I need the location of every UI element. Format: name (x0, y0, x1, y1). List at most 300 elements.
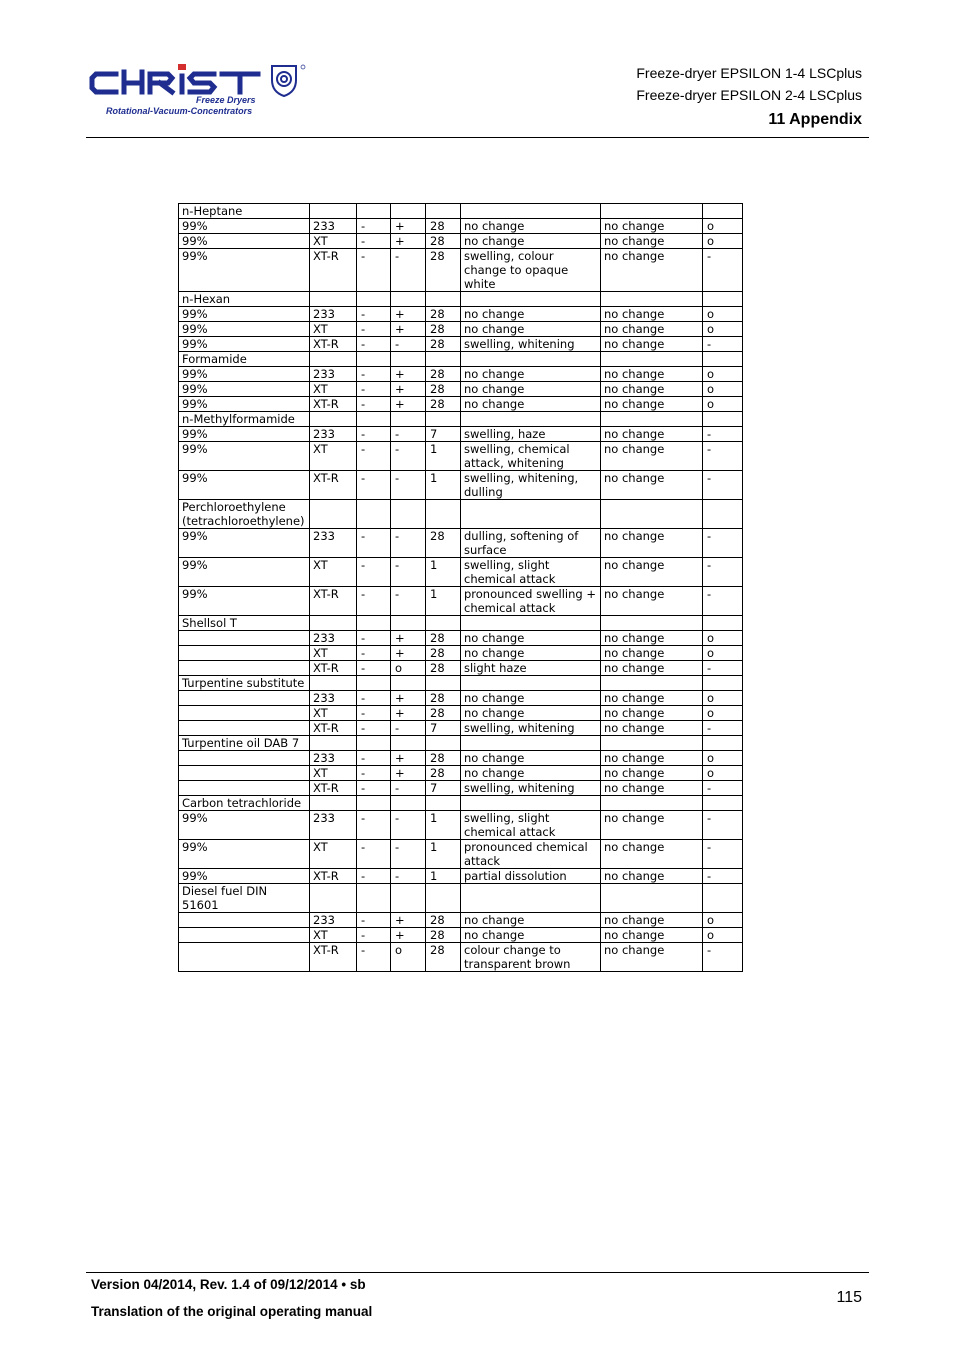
table-cell (310, 796, 357, 811)
table-cell: - (391, 427, 426, 442)
table-cell: no change (601, 337, 703, 352)
table-cell: no change (601, 943, 703, 972)
table-cell: - (357, 943, 391, 972)
table-row (179, 840, 743, 869)
table-cell: 99% (179, 587, 310, 616)
table-cell (703, 676, 743, 691)
table-cell: swelling, colour change to opaque white (461, 249, 601, 292)
table-cell: + (391, 307, 426, 322)
table-cell (357, 736, 391, 751)
table-cell (357, 412, 391, 427)
table-cell: - (357, 558, 391, 587)
translation-note: Translation of the original operating manual (91, 1304, 373, 1319)
table-cell: - (703, 811, 743, 840)
table-cell: XT (310, 234, 357, 249)
table-cell (310, 412, 357, 427)
table-cell: - (391, 529, 426, 558)
table-cell: 28 (426, 631, 461, 646)
table-cell: - (391, 442, 426, 471)
table-cell: - (357, 646, 391, 661)
table-cell (461, 412, 601, 427)
table-cell: XT (310, 382, 357, 397)
table-cell: + (391, 322, 426, 337)
table-cell: - (357, 691, 391, 706)
table-cell (461, 292, 601, 307)
table-cell (461, 676, 601, 691)
table-cell: - (391, 558, 426, 587)
table-cell: 99% (179, 811, 310, 840)
table-cell: o (703, 322, 743, 337)
table-cell: 7 (426, 427, 461, 442)
table-cell (461, 500, 601, 529)
table-cell: o (391, 943, 426, 972)
table-row (179, 676, 743, 691)
table-cell: 233 (310, 751, 357, 766)
table-cell: Formamide (179, 352, 310, 367)
table-cell: swelling, slight chemical attack (461, 558, 601, 587)
table-cell (461, 204, 601, 219)
table-cell: - (703, 661, 743, 676)
table-cell: - (357, 234, 391, 249)
table-cell (461, 352, 601, 367)
table-cell: - (391, 840, 426, 869)
table-row (179, 500, 743, 529)
table-cell: - (357, 661, 391, 676)
table-cell: 99% (179, 840, 310, 869)
table-cell (703, 204, 743, 219)
table-cell: o (703, 631, 743, 646)
table-row (179, 796, 743, 811)
table-cell: - (391, 781, 426, 796)
version-info: Version 04/2014, Rev. 1.4 of 09/12/2014 • sb (91, 1277, 366, 1292)
table-cell: XT (310, 558, 357, 587)
table-cell (426, 676, 461, 691)
table-cell (310, 204, 357, 219)
table-cell: no change (601, 928, 703, 943)
table-cell (179, 646, 310, 661)
table-cell (703, 412, 743, 427)
table-cell: - (357, 587, 391, 616)
table-cell: - (357, 869, 391, 884)
table-cell (179, 691, 310, 706)
table-cell: + (391, 631, 426, 646)
table-cell (426, 884, 461, 913)
table-cell: XT-R (310, 397, 357, 412)
table-cell: XT-R (310, 337, 357, 352)
table-cell: o (703, 928, 743, 943)
table-cell: 99% (179, 427, 310, 442)
table-cell: - (357, 397, 391, 412)
table-cell (310, 500, 357, 529)
table-cell: 7 (426, 721, 461, 736)
table-row (179, 204, 743, 219)
table-cell: no change (601, 913, 703, 928)
table-cell: no change (601, 427, 703, 442)
table-row (179, 558, 743, 587)
table-cell: XT (310, 646, 357, 661)
table-cell (357, 676, 391, 691)
table-cell: 28 (426, 337, 461, 352)
table-cell: o (703, 706, 743, 721)
table-cell: no change (601, 721, 703, 736)
table-cell: 28 (426, 234, 461, 249)
table-cell: no change (601, 840, 703, 869)
table-cell: - (357, 471, 391, 500)
table-cell: pronounced swelling + chemical attack (461, 587, 601, 616)
model-line-1: Freeze-dryer EPSILON 1-4 LSCplus (636, 65, 862, 81)
table-cell: - (703, 529, 743, 558)
table-cell: 28 (426, 691, 461, 706)
table-cell (391, 796, 426, 811)
table-cell: 233 (310, 367, 357, 382)
header-divider (86, 137, 869, 138)
table-cell: no change (601, 471, 703, 500)
table-row (179, 412, 743, 427)
table-row (179, 928, 743, 943)
table-cell: - (391, 337, 426, 352)
table-cell (357, 292, 391, 307)
table-cell: 99% (179, 869, 310, 884)
table-cell: o (703, 397, 743, 412)
table-cell (461, 884, 601, 913)
table-cell: - (703, 721, 743, 736)
table-cell: n-Methylformamide (179, 412, 310, 427)
table-row (179, 442, 743, 471)
table-cell: 99% (179, 234, 310, 249)
table-cell (461, 616, 601, 631)
table-cell: no change (601, 766, 703, 781)
table-cell: o (703, 367, 743, 382)
table-cell: - (391, 869, 426, 884)
table-row (179, 736, 743, 751)
table-cell: + (391, 397, 426, 412)
table-cell: swelling, whitening (461, 781, 601, 796)
table-cell: no change (461, 234, 601, 249)
table-row (179, 307, 743, 322)
table-cell (391, 736, 426, 751)
table-row (179, 631, 743, 646)
table-cell: no change (601, 631, 703, 646)
table-cell: - (357, 840, 391, 869)
table-cell: - (391, 471, 426, 500)
table-cell: o (703, 646, 743, 661)
model-line-2: Freeze-dryer EPSILON 2-4 LSCplus (636, 87, 862, 103)
table-cell: XT-R (310, 587, 357, 616)
table-row (179, 766, 743, 781)
table-cell (426, 736, 461, 751)
table-cell (601, 796, 703, 811)
table-row (179, 427, 743, 442)
table-cell: no change (601, 706, 703, 721)
table-cell (426, 292, 461, 307)
table-cell: 1 (426, 840, 461, 869)
table-cell: - (357, 751, 391, 766)
table-row (179, 751, 743, 766)
table-cell (391, 676, 426, 691)
table-cell: - (357, 367, 391, 382)
table-cell: - (357, 811, 391, 840)
table-cell (703, 292, 743, 307)
table-row (179, 884, 743, 913)
table-cell: + (391, 928, 426, 943)
table-cell: o (703, 766, 743, 781)
footer-info (91, 1276, 372, 1321)
table-cell: Shellsol T (179, 616, 310, 631)
table-cell (426, 500, 461, 529)
table-cell (601, 676, 703, 691)
table-cell: no change (461, 706, 601, 721)
table-cell: 28 (426, 943, 461, 972)
table-cell: 99% (179, 337, 310, 352)
table-row (179, 721, 743, 736)
table-cell: no change (461, 307, 601, 322)
table-cell (391, 412, 426, 427)
table-cell: swelling, whitening (461, 721, 601, 736)
table-cell: 1 (426, 869, 461, 884)
table-cell: no change (601, 367, 703, 382)
table-cell: n-Hexan (179, 292, 310, 307)
table-cell: o (703, 691, 743, 706)
table-cell: XT-R (310, 869, 357, 884)
table-cell: o (703, 751, 743, 766)
table-cell (391, 292, 426, 307)
table-cell: - (357, 913, 391, 928)
table-row (179, 781, 743, 796)
table-row (179, 382, 743, 397)
table-cell: no change (601, 811, 703, 840)
table-cell: - (357, 721, 391, 736)
table-row (179, 661, 743, 676)
table-cell: - (391, 721, 426, 736)
table-cell: Diesel fuel DIN 51601 (179, 884, 310, 913)
table-cell: no change (461, 913, 601, 928)
table-cell: 28 (426, 751, 461, 766)
table-cell: - (391, 249, 426, 292)
table-cell: no change (601, 646, 703, 661)
page-number: 115 (836, 1289, 862, 1306)
table-cell: - (703, 442, 743, 471)
table-cell: XT-R (310, 249, 357, 292)
table-cell (601, 736, 703, 751)
table-row (179, 367, 743, 382)
table-cell: XT-R (310, 721, 357, 736)
table-cell: 233 (310, 529, 357, 558)
table-cell: 99% (179, 322, 310, 337)
table-cell: o (703, 219, 743, 234)
table-cell: no change (461, 766, 601, 781)
table-cell: 7 (426, 781, 461, 796)
table-cell (426, 412, 461, 427)
table-cell: XT (310, 766, 357, 781)
table-cell (601, 292, 703, 307)
table-cell: pronounced chemical attack (461, 840, 601, 869)
table-cell: + (391, 751, 426, 766)
table-cell: n-Heptane (179, 204, 310, 219)
table-cell (391, 204, 426, 219)
table-cell: no change (461, 646, 601, 661)
table-cell (703, 796, 743, 811)
table-cell: o (703, 913, 743, 928)
table-cell (461, 796, 601, 811)
table-cell: - (703, 558, 743, 587)
table-cell: no change (601, 587, 703, 616)
table-cell: no change (461, 751, 601, 766)
table-cell: colour change to transparent brown (461, 943, 601, 972)
table-cell: 99% (179, 397, 310, 412)
table-row (179, 471, 743, 500)
table-body (179, 204, 743, 972)
table-cell: + (391, 691, 426, 706)
table-cell: XT (310, 840, 357, 869)
table-cell: no change (601, 869, 703, 884)
table-cell: 28 (426, 367, 461, 382)
table-cell: - (357, 249, 391, 292)
table-cell: 28 (426, 219, 461, 234)
table-cell: XT (310, 706, 357, 721)
table-cell: 28 (426, 661, 461, 676)
table-cell: no change (461, 322, 601, 337)
table-cell: 99% (179, 307, 310, 322)
table-cell: 1 (426, 442, 461, 471)
table-cell: 28 (426, 249, 461, 292)
table-cell: no change (461, 397, 601, 412)
table-cell: 233 (310, 691, 357, 706)
table-cell: - (357, 928, 391, 943)
table-cell: no change (601, 219, 703, 234)
table-row (179, 322, 743, 337)
table-cell (310, 884, 357, 913)
table-cell: XT (310, 322, 357, 337)
table-cell: 99% (179, 249, 310, 292)
table-cell: no change (601, 234, 703, 249)
table-row (179, 337, 743, 352)
table-cell: + (391, 766, 426, 781)
table-cell (179, 943, 310, 972)
table-cell: o (703, 307, 743, 322)
table-cell: no change (601, 442, 703, 471)
table-cell: o (703, 234, 743, 249)
table-cell: - (703, 427, 743, 442)
table-cell: - (357, 337, 391, 352)
table-cell (179, 706, 310, 721)
table-cell: - (357, 382, 391, 397)
table-cell (601, 352, 703, 367)
table-cell: 28 (426, 529, 461, 558)
table-cell: Turpentine substitute (179, 676, 310, 691)
table-cell: 28 (426, 307, 461, 322)
table-cell: no change (601, 307, 703, 322)
table-cell: + (391, 367, 426, 382)
table-cell: + (391, 219, 426, 234)
table-cell: + (391, 646, 426, 661)
table-row (179, 706, 743, 721)
table-cell (426, 352, 461, 367)
table-cell: 28 (426, 928, 461, 943)
table-cell: 99% (179, 367, 310, 382)
table-cell: 233 (310, 219, 357, 234)
table-cell: - (357, 529, 391, 558)
table-cell: XT-R (310, 471, 357, 500)
table-cell (357, 616, 391, 631)
table-cell (703, 352, 743, 367)
table-cell: no change (461, 928, 601, 943)
table-cell: 1 (426, 811, 461, 840)
table-cell: - (357, 307, 391, 322)
table-cell: 99% (179, 219, 310, 234)
table-cell: 233 (310, 427, 357, 442)
table-cell: 1 (426, 587, 461, 616)
table-cell (426, 204, 461, 219)
table-cell: swelling, slight chemical attack (461, 811, 601, 840)
table-cell: swelling, whitening (461, 337, 601, 352)
chemical-resistance-table (178, 203, 743, 972)
table-row (179, 219, 743, 234)
header-titles (636, 62, 862, 129)
table-row (179, 352, 743, 367)
table-cell (426, 616, 461, 631)
table-cell (179, 631, 310, 646)
table-cell: - (357, 219, 391, 234)
table-cell: + (391, 234, 426, 249)
table-cell: 1 (426, 471, 461, 500)
table-cell: - (703, 587, 743, 616)
table-cell: - (703, 337, 743, 352)
table-cell: - (357, 631, 391, 646)
table-cell (310, 616, 357, 631)
table-cell (703, 500, 743, 529)
table-cell (357, 204, 391, 219)
table-cell: no change (601, 397, 703, 412)
table-cell: 28 (426, 397, 461, 412)
table-cell (310, 352, 357, 367)
table-cell: - (391, 811, 426, 840)
table-cell: 28 (426, 382, 461, 397)
table-cell: 99% (179, 529, 310, 558)
table-row (179, 913, 743, 928)
table-row (179, 811, 743, 840)
table-row (179, 646, 743, 661)
table-cell: 28 (426, 322, 461, 337)
table-cell: - (357, 427, 391, 442)
table-row (179, 397, 743, 412)
table-cell: no change (461, 631, 601, 646)
table-cell (391, 884, 426, 913)
table-cell: - (703, 781, 743, 796)
table-cell: - (357, 706, 391, 721)
table-cell: + (391, 913, 426, 928)
table-row (179, 234, 743, 249)
table-cell: - (391, 587, 426, 616)
table-row (179, 616, 743, 631)
table-cell: 28 (426, 913, 461, 928)
table-cell (179, 661, 310, 676)
table-cell (357, 352, 391, 367)
table-cell: 233 (310, 631, 357, 646)
table-cell (357, 500, 391, 529)
table-cell: no change (601, 751, 703, 766)
table-cell: - (357, 781, 391, 796)
table-cell: - (703, 471, 743, 500)
table-cell: - (357, 766, 391, 781)
table-cell: no change (601, 691, 703, 706)
table-cell (179, 928, 310, 943)
table-cell: XT (310, 442, 357, 471)
section-title: 11 Appendix (768, 111, 862, 128)
table-cell: no change (601, 529, 703, 558)
table-cell (461, 736, 601, 751)
table-cell: 233 (310, 811, 357, 840)
table-cell (310, 676, 357, 691)
